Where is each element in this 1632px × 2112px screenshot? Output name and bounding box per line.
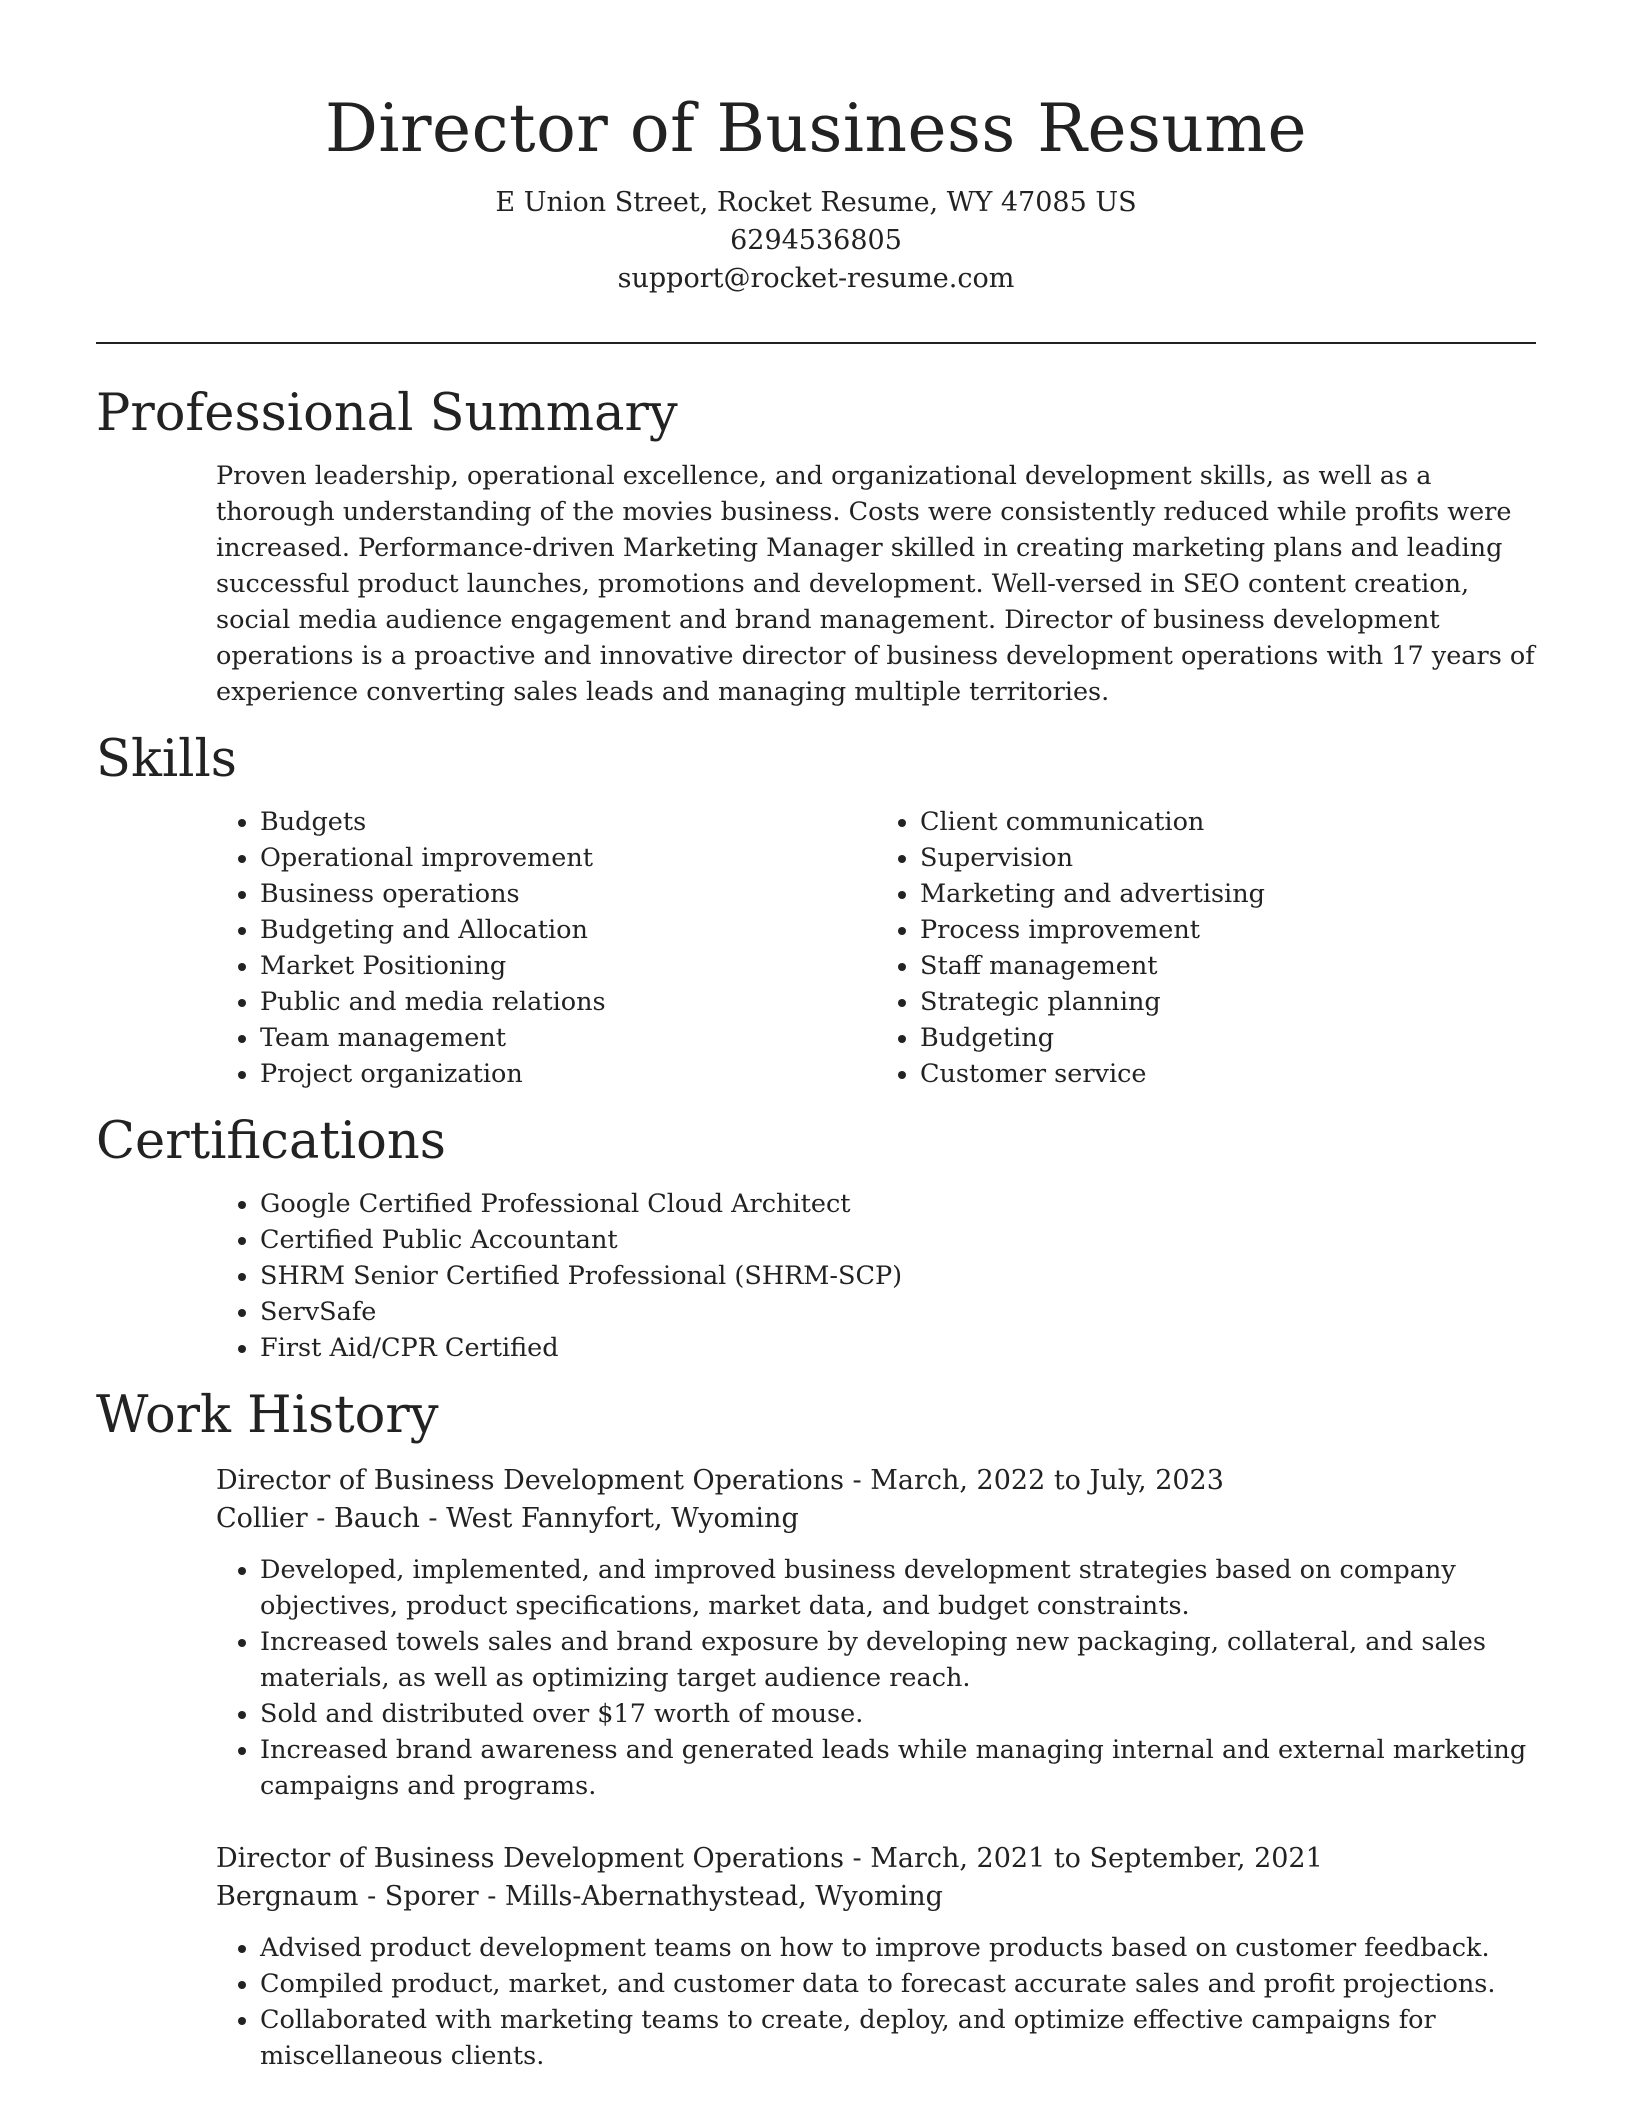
skill-item: • Budgeting and Allocation: [260, 912, 876, 948]
job-bullet: • Compiled product, market, and customer data to forecast accurate sales and profit projections.: [260, 1966, 1536, 2002]
skill-item: • Marketing and advertising: [920, 876, 1536, 912]
job-bullet: • Increased brand awareness and generated leads while managing internal and external marketing campaigns and programs.: [260, 1732, 1536, 1804]
skills-heading: Skills: [96, 730, 237, 789]
resume-name: Director of Business Resume: [324, 90, 1308, 167]
skill-item: • Budgeting: [920, 1020, 1536, 1056]
job-bullets: [216, 1552, 1536, 1804]
certification-item: • First Aid/CPR Certified: [260, 1330, 1536, 1366]
job-bullet: • Advised product development teams on how to improve products based on customer feedback.: [260, 1930, 1536, 1966]
certifications-list: [216, 1186, 1536, 1366]
job-title-line: [216, 1462, 1536, 1500]
phone: 6294536805: [730, 225, 902, 256]
job-dates: - March, 2021 to September, 2021: [843, 1843, 1323, 1874]
header-divider: [96, 342, 1536, 344]
job-location: - Mills-Abernathystead, Wyoming: [478, 1881, 943, 1912]
skills-columns: [216, 804, 1536, 1092]
job-bullet: • Increased towels sales and brand exposure by developing new packaging, collateral, and sales materials, as well as optimizing target audience reach.: [260, 1624, 1536, 1696]
work-history-heading: Work History: [96, 1386, 439, 1445]
skill-item: • Client communication: [920, 804, 1536, 840]
certification-item: • Google Certified Professional Cloud Architect: [260, 1186, 1536, 1222]
skill-item: • Strategic planning: [920, 984, 1536, 1020]
summary-section: [96, 378, 1536, 710]
skill-item: • Team management: [260, 1020, 876, 1056]
job-bullets: [216, 1930, 1536, 2074]
job-title: Director of Business Development Operations: [216, 1465, 844, 1496]
job-entry: [216, 1840, 1536, 2074]
email: support@rocket-resume.com: [617, 263, 1015, 294]
job-title-line: [216, 1840, 1536, 1878]
resume-header: [0, 0, 1632, 298]
address: E Union Street, Rocket Resume, WY 47085 US: [495, 187, 1137, 218]
contact-info: [0, 184, 1632, 298]
job-location: - West Fannyfort, Wyoming: [419, 1503, 799, 1534]
job-bullet: • Sold and distributed over $17 worth of mouse.: [260, 1696, 1536, 1732]
skills-list-left: [216, 804, 876, 1092]
certifications-section: [96, 1106, 1536, 1366]
job-dates: - March, 2022 to July, 2023: [843, 1465, 1224, 1496]
skill-item: • Staff management: [920, 948, 1536, 984]
certification-item: • ServSafe: [260, 1294, 1536, 1330]
skills-section: [96, 724, 1536, 1092]
job-company: Bergnaum - Sporer: [216, 1881, 479, 1912]
job-bullet: • Developed, implemented, and improved business development strategies based on company objectives, product specifications, market data, and budget constraints.: [260, 1552, 1536, 1624]
certifications-heading: Certifications: [96, 1112, 446, 1171]
job-company-line: [216, 1878, 1536, 1916]
skill-item: • Budgets: [260, 804, 876, 840]
skill-item: • Supervision: [920, 840, 1536, 876]
skill-item: • Customer service: [920, 1056, 1536, 1092]
certification-item: • SHRM Senior Certified Professional (SHRM-SCP): [260, 1258, 1536, 1294]
skill-item: • Process improvement: [920, 912, 1536, 948]
job-title: Director of Business Development Operations: [216, 1843, 844, 1874]
skills-list-right: [876, 804, 1536, 1092]
job-bullet: • Collaborated with marketing teams to create, deploy, and optimize effective campaigns for miscellaneous clients.: [260, 2002, 1536, 2074]
job-entry: [216, 1462, 1536, 1804]
certification-item: • Certified Public Accountant: [260, 1222, 1536, 1258]
job-company: Collier - Bauch: [216, 1503, 420, 1534]
summary-text: Proven leadership, operational excellence, and organizational development skills, as well as a thorough understanding of the movies business. Costs were consistently reduced while profits were increased. Performance-driven Marketing Manager skilled in creating marketing plans and leading successful product launches, promotions and development. Well-versed in SEO content creation, social media audience engagement and brand management. Director of business development operations is a proactive and innovative director of business development operations with 17 years of experience converting sales leads and managing multiple territories.: [216, 461, 1535, 707]
skill-item: • Public and media relations: [260, 984, 876, 1020]
resume-body: [96, 378, 1536, 2074]
summary-heading: Professional Summary: [96, 384, 678, 443]
skill-item: • Project organization: [260, 1056, 876, 1092]
skill-item: • Operational improvement: [260, 840, 876, 876]
work-history-section: [96, 1380, 1536, 2074]
skill-item: • Business operations: [260, 876, 876, 912]
skill-item: • Market Positioning: [260, 948, 876, 984]
job-company-line: [216, 1500, 1536, 1538]
